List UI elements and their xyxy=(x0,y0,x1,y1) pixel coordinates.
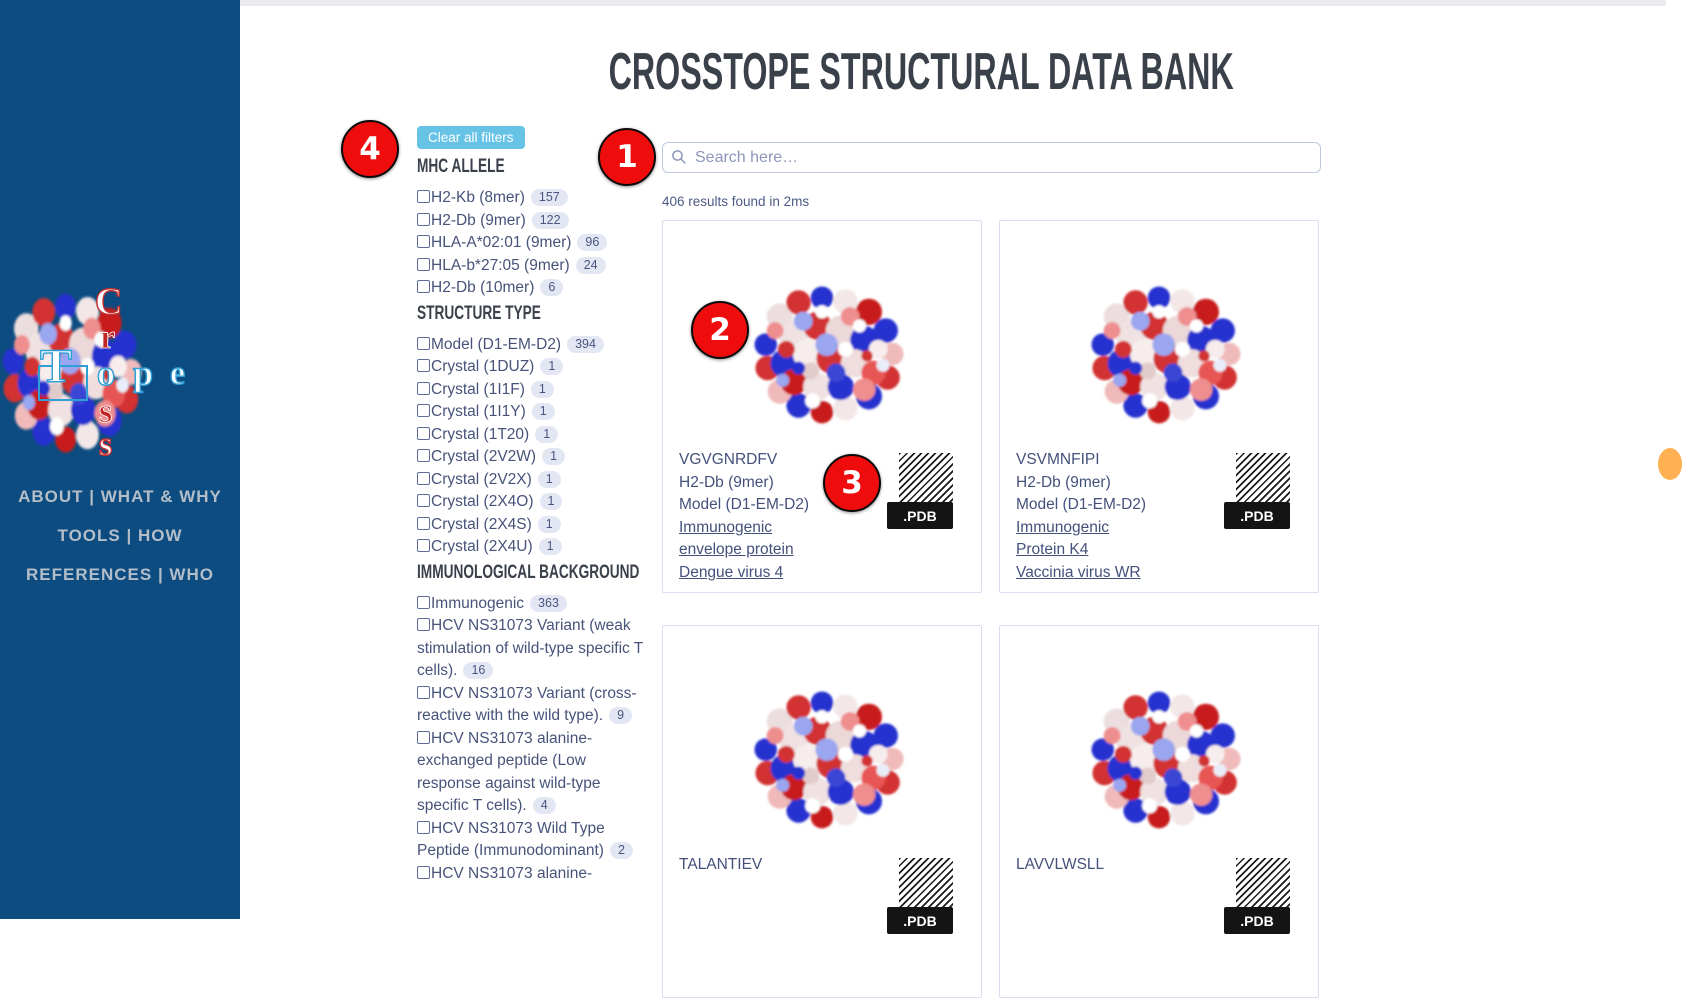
sidebar xyxy=(0,0,240,919)
filter-option[interactable]: Model (D1-EM-D2) 394 xyxy=(417,334,650,357)
pdb-file-icon xyxy=(899,453,953,503)
pdb-download-button[interactable] xyxy=(1224,858,1290,934)
filter-group-title: MHC ALLELE xyxy=(417,156,505,177)
logo-letter: r xyxy=(100,319,116,356)
pdb-download-button[interactable] xyxy=(887,858,953,934)
pdb-download-button[interactable] xyxy=(1224,453,1290,529)
filter-checkbox[interactable] xyxy=(417,494,430,507)
peptide-sequence: LAVVLWSLL xyxy=(1016,856,1105,873)
pdb-label: .PDB xyxy=(887,907,953,934)
protein-link[interactable]: Protein K4 xyxy=(1016,541,1089,558)
filter-checkbox[interactable] xyxy=(417,213,430,226)
filter-option[interactable]: Crystal (1T20) 1 xyxy=(417,424,650,447)
filter-checkbox[interactable] xyxy=(417,686,430,699)
search-input[interactable] xyxy=(662,142,1321,173)
protein-structure-image xyxy=(1064,279,1254,429)
filter-option[interactable]: Crystal (1DUZ) 1 xyxy=(417,356,650,379)
pdb-label: .PDB xyxy=(887,502,953,529)
crosstope-logo[interactable] xyxy=(0,283,240,461)
filter-option[interactable]: HCV NS31073 alanine- xyxy=(417,863,650,886)
filter-option[interactable]: Crystal (2X4U) 1 xyxy=(417,536,650,559)
pdb-file-icon xyxy=(1236,858,1290,908)
logo-letter: o xyxy=(97,353,115,393)
filter-count-badge: 1 xyxy=(538,471,561,488)
filter-option[interactable]: Crystal (2X4S) 1 xyxy=(417,514,650,537)
result-card[interactable] xyxy=(999,625,1319,998)
filter-option[interactable]: Crystal (2X4O) 1 xyxy=(417,491,650,514)
nav-references-link[interactable]: REFERENCES | WHO xyxy=(26,565,214,584)
logo-letter: e xyxy=(170,355,186,392)
clear-all-filters-button[interactable]: Clear all filters xyxy=(417,126,525,149)
logo-letter: s xyxy=(99,426,113,463)
filter-count-badge: 1 xyxy=(532,403,555,420)
logo-letter: T xyxy=(40,340,73,393)
pdb-file-icon xyxy=(899,858,953,908)
pdb-file-icon xyxy=(1236,453,1290,503)
filter-count-badge: 1 xyxy=(540,358,563,375)
filter-checkbox[interactable] xyxy=(417,596,430,609)
filter-option[interactable]: HCV NS31073 alanine-exchanged peptide (Low response against wild-type specific T cells). 4 xyxy=(417,729,601,814)
mhc-allele: H2-Db (9mer) xyxy=(679,473,774,491)
protein-structure-image xyxy=(727,279,917,429)
annotation-marker-4: 4 xyxy=(341,120,399,178)
filter-checkbox[interactable] xyxy=(417,382,430,395)
sidebar-nav xyxy=(0,478,240,595)
structure-type: Model (D1-EM-D2) xyxy=(1016,496,1147,513)
filter-option[interactable]: Crystal (2V2X) 1 xyxy=(417,469,650,492)
filter-count-badge: 1 xyxy=(535,426,558,443)
filter-checkbox[interactable] xyxy=(417,427,430,440)
result-card[interactable] xyxy=(662,220,982,593)
filter-option[interactable]: Crystal (1I1F) 1 xyxy=(417,379,650,402)
filter-option[interactable]: Crystal (2V2W) 1 xyxy=(417,446,650,469)
annotation-marker-1: 1 xyxy=(598,128,656,186)
filter-count-badge: 394 xyxy=(567,336,604,353)
filter-option[interactable]: H2-Kb (8mer) 157 xyxy=(417,187,650,210)
filter-option[interactable]: HLA-b*27:05 (9mer) 24 xyxy=(417,255,650,278)
filter-option[interactable]: HLA-A*02:01 (9mer) 96 xyxy=(417,232,650,255)
filter-count-badge: 6 xyxy=(540,279,563,296)
filter-option[interactable]: H2-Db (9mer) 122 xyxy=(417,210,650,233)
filter-count-badge: 96 xyxy=(577,234,607,251)
filter-checkbox[interactable] xyxy=(417,359,430,372)
filter-count-badge: 1 xyxy=(539,538,562,555)
page-title: CROSSTOPE STRUCTURAL DATA BANK xyxy=(608,43,1234,101)
result-card[interactable] xyxy=(999,220,1319,593)
results-panel xyxy=(662,142,1321,998)
results-grid xyxy=(662,220,1321,998)
filter-count-badge: 157 xyxy=(531,189,568,206)
filter-option[interactable]: HCV NS31073 Variant (cross-reactive with the wild type). 9 xyxy=(417,684,637,724)
organism-link[interactable]: Dengue virus 4 xyxy=(679,563,784,581)
filter-checkbox[interactable] xyxy=(417,866,430,879)
top-divider xyxy=(240,0,1666,6)
filter-option[interactable]: HCV NS31073 Variant (weak stimulation of wild-type specific T cells). 16 xyxy=(417,617,643,679)
filter-checkbox[interactable] xyxy=(417,517,430,530)
nav-about-link[interactable]: ABOUT | WHAT & WHY xyxy=(18,487,222,506)
annotation-marker-2: 2 xyxy=(691,301,749,359)
filter-checkbox[interactable] xyxy=(417,258,430,271)
filter-checkbox[interactable] xyxy=(417,404,430,417)
logo-letter: p xyxy=(133,353,154,393)
filter-count-badge: 16 xyxy=(463,662,493,679)
annotation-marker-3: 3 xyxy=(823,454,881,512)
filter-count-badge: 122 xyxy=(532,212,569,229)
filter-checkbox[interactable] xyxy=(417,235,430,248)
logo-letter: s xyxy=(99,393,113,430)
peptide-sequence: VGVGNRDFV xyxy=(679,451,778,468)
filter-checkbox[interactable] xyxy=(417,472,430,485)
filter-checkbox[interactable] xyxy=(417,618,430,631)
peptide-sequence: TALANTIEV xyxy=(679,856,763,873)
protein-structure-image xyxy=(727,684,917,834)
search-icon xyxy=(671,149,687,165)
nav-tools-link[interactable]: TOOLS | HOW xyxy=(57,526,183,545)
structure-type: Model (D1-EM-D2) xyxy=(679,496,810,513)
pdb-label: .PDB xyxy=(1224,502,1290,529)
filter-option[interactable]: Immunogenic 363 xyxy=(417,593,650,616)
filter-checkbox[interactable] xyxy=(417,821,430,834)
filter-count-badge: 1 xyxy=(542,448,565,465)
filter-count-badge: 1 xyxy=(538,516,561,533)
filter-checkbox[interactable] xyxy=(417,337,430,350)
filter-checkbox[interactable] xyxy=(417,539,430,552)
filter-checkbox[interactable] xyxy=(417,280,430,293)
filter-count-badge: 24 xyxy=(576,257,606,274)
filter-group-title: IMMUNOLOGICAL BACKGROUND xyxy=(417,561,640,583)
filter-panel xyxy=(417,126,650,885)
clipped-edge-marker xyxy=(1658,448,1682,480)
immunogenicity-link[interactable]: Immunogenic xyxy=(679,518,773,536)
logo-letter: C xyxy=(95,281,123,323)
filter-count-badge: 363 xyxy=(530,595,567,612)
filter-count-badge: 9 xyxy=(609,707,632,724)
filter-count-badge: 2 xyxy=(610,842,633,859)
immunogenicity-link[interactable]: Immunogenic xyxy=(1016,518,1110,536)
filter-option[interactable]: HCV NS31073 Wild Type Peptide (Immunodominant) 2 xyxy=(417,818,650,863)
filter-group-title: STRUCTURE TYPE xyxy=(417,302,541,324)
filter-option[interactable]: Crystal (1I1Y) 1 xyxy=(417,401,650,424)
results-summary: 406 results found in 2ms xyxy=(662,194,810,209)
filter-count-badge: 1 xyxy=(531,381,554,398)
peptide-sequence: VSVMNFIPI xyxy=(1016,451,1100,468)
filter-count-badge: 1 xyxy=(540,493,563,510)
protein-structure-image xyxy=(1064,684,1254,834)
pdb-download-button[interactable] xyxy=(887,453,953,529)
organism-link[interactable]: Vaccinia virus WR xyxy=(1016,563,1141,581)
mhc-allele: H2-Db (9mer) xyxy=(1016,473,1111,491)
filter-count-badge: 4 xyxy=(533,797,556,814)
filter-checkbox[interactable] xyxy=(417,190,430,203)
protein-link[interactable]: envelope protein xyxy=(679,541,794,558)
pdb-label: .PDB xyxy=(1224,907,1290,934)
filter-checkbox[interactable] xyxy=(417,449,430,462)
filter-option[interactable]: H2-Db (10mer) 6 xyxy=(417,277,650,300)
result-card[interactable] xyxy=(662,625,982,998)
filter-checkbox[interactable] xyxy=(417,731,430,744)
